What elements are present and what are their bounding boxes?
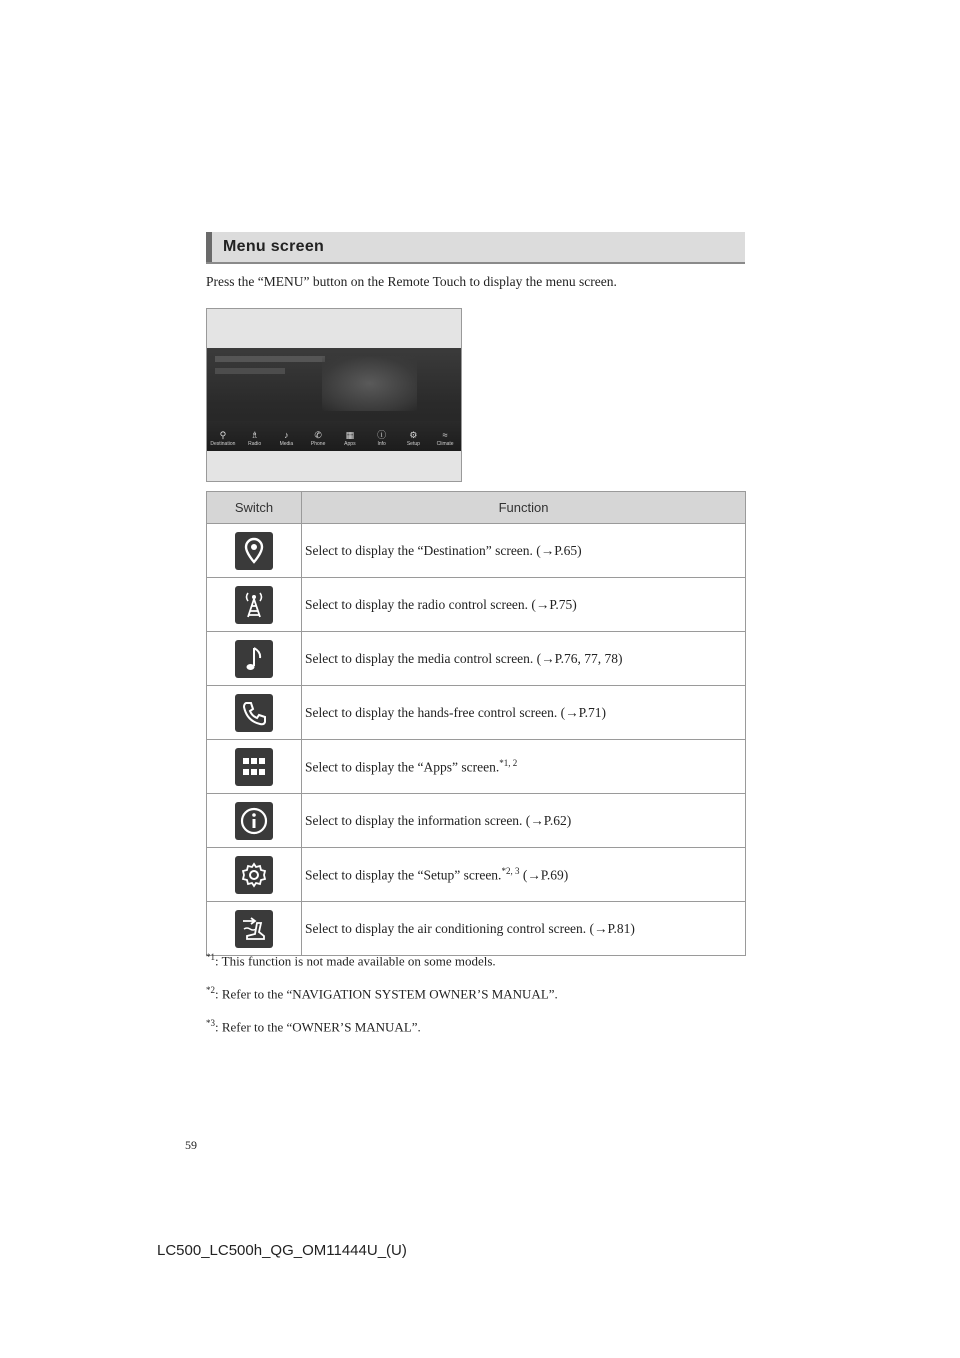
info-icon (235, 802, 273, 840)
screen-menu-item-climate: ≈ Climate (436, 430, 454, 447)
row-description: Select to display the “Setup” screen.$^{*2, 3}$ (→P.69) (302, 848, 746, 902)
info-icon: ⓘ (377, 430, 387, 440)
map-pin-icon (235, 532, 273, 570)
screen-menu-item-setup: ⚙ Setup (406, 430, 420, 447)
climate-icon: ≈ (442, 430, 448, 440)
table-row (207, 902, 746, 956)
row-description: Select to display the hands-free control screen. (→P.71) (302, 686, 746, 740)
blurred-text-line (215, 368, 285, 374)
radio-tower-icon: ♗ (250, 430, 259, 440)
screen-menu-item-radio: ♗ Radio (248, 430, 262, 447)
blurred-content (322, 356, 417, 411)
table-row (207, 848, 746, 902)
screen-menu-bar (207, 421, 461, 451)
screen-menu-item-info: ⓘ Info (377, 430, 387, 447)
screen-menu-item-apps: ▦ Apps (344, 430, 356, 447)
blurred-text-line (215, 356, 325, 362)
table-row (207, 578, 746, 632)
document-code: LC500_LC500h_QG_OM11444U_(U) (157, 1242, 407, 1259)
footnote-ref: *2, 3 (501, 865, 520, 876)
table-row (207, 686, 746, 740)
row-description: Select to display the “Destination” screen. (→P.65) (302, 524, 746, 578)
footnote: $^{*1}$: This function is not made available on some models. (206, 952, 496, 969)
row-description: Select to display the information screen. (→P.62) (302, 794, 746, 848)
header-function: Function (302, 492, 746, 524)
gear-icon: ⚙ (409, 430, 418, 440)
intro-text: Press the “MENU” button on the Remote Touch to display the menu screen. (206, 274, 617, 289)
header-switch: Switch (207, 492, 302, 524)
screen-menu-item-destination: ⚲ Destination (210, 430, 236, 447)
phone-icon (235, 694, 273, 732)
footnotes (206, 952, 558, 1051)
row-description: Select to display the radio control screen. (→P.75) (302, 578, 746, 632)
switch-function-table (206, 491, 746, 956)
table-header-row (207, 492, 746, 524)
screen-menu-item-media: ♪ Media (279, 430, 294, 447)
footnote: $^{*3}$: Refer to the “OWNER’S MANUAL”. (206, 1018, 421, 1035)
apps-grid-icon: ▦ (345, 430, 355, 440)
table-row (207, 740, 746, 794)
table-row (207, 794, 746, 848)
table-row (207, 632, 746, 686)
gear-icon (235, 856, 273, 894)
music-note-icon (235, 640, 273, 678)
menu-screen-illustration (206, 308, 462, 482)
footnote: $^{*2}$: Refer to the “NAVIGATION SYSTEM OWNER’S MANUAL”. (206, 985, 558, 1002)
page-number: 59 (185, 1138, 197, 1152)
climate-icon (235, 910, 273, 948)
section-title: Menu screen (223, 238, 325, 255)
screen-menu-item-phone: ✆ Phone (310, 430, 326, 447)
row-description: Select to display the media control screen. (→P.76, 77, 78) (302, 632, 746, 686)
section-header (206, 232, 745, 264)
radio-tower-icon (235, 586, 273, 624)
map-pin-icon: ⚲ (219, 430, 227, 440)
footnote-ref: *1, 2 (499, 757, 518, 768)
table-row (207, 524, 746, 578)
screen-display (207, 348, 461, 451)
section-header-bar (206, 232, 212, 262)
row-description: Select to display the “Apps” screen.$^{*1, 2}$ (302, 740, 746, 794)
row-description: Select to display the air conditioning control screen. (→P.81) (302, 902, 746, 956)
phone-icon: ✆ (314, 430, 322, 440)
music-note-icon: ♪ (284, 430, 289, 440)
apps-grid-icon (235, 748, 273, 786)
